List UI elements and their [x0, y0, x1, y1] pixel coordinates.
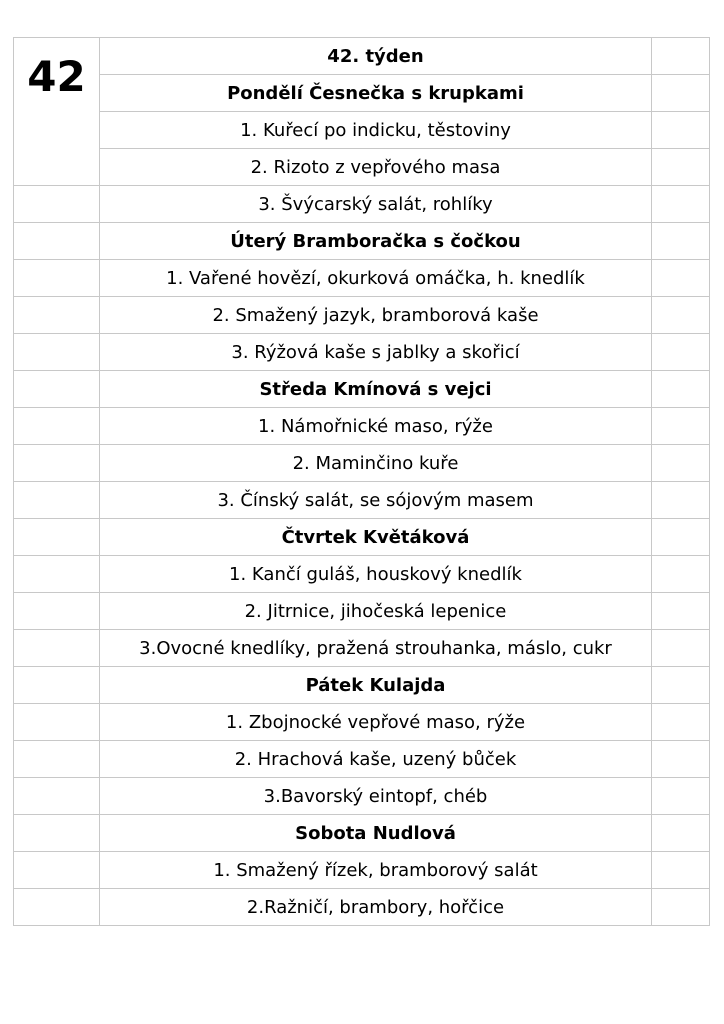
meal-row	[14, 297, 710, 334]
day-heading: Středa Kmínová s vejci	[100, 371, 652, 408]
meal-row	[14, 778, 710, 815]
day-heading-row	[14, 75, 710, 112]
empty-cell	[14, 815, 100, 852]
empty-cell	[652, 260, 710, 297]
meal-item: 2. Hrachová kaše, uzený bůček	[100, 741, 652, 778]
meal-item: 1. Vařené hovězí, okurková omáčka, h. knedlík	[100, 260, 652, 297]
meal-item: 2. Maminčino kuře	[100, 445, 652, 482]
empty-cell	[14, 852, 100, 889]
day-heading: Čtvrtek Květáková	[100, 519, 652, 556]
empty-cell	[652, 445, 710, 482]
meal-row	[14, 149, 710, 186]
empty-cell	[14, 186, 100, 223]
empty-cell	[14, 371, 100, 408]
meal-item: 2. Rizoto z vepřového masa	[100, 149, 652, 186]
empty-cell	[14, 297, 100, 334]
meal-row	[14, 482, 710, 519]
empty-cell	[652, 223, 710, 260]
meal-row	[14, 186, 710, 223]
day-heading: Pondělí Česnečka s krupkami	[100, 75, 652, 112]
meal-item: 3. Švýcarský salát, rohlíky	[100, 186, 652, 223]
empty-cell	[652, 334, 710, 371]
empty-cell	[652, 630, 710, 667]
empty-cell	[652, 815, 710, 852]
day-heading-row	[14, 815, 710, 852]
empty-cell	[652, 741, 710, 778]
empty-cell	[652, 75, 710, 112]
day-heading-row	[14, 371, 710, 408]
table-row	[14, 38, 710, 75]
day-heading-row	[14, 519, 710, 556]
day-heading: Pátek Kulajda	[100, 667, 652, 704]
empty-cell	[14, 667, 100, 704]
meal-item: 2.Ražničí, brambory, hořčice	[100, 889, 652, 926]
empty-cell	[652, 408, 710, 445]
empty-cell	[652, 556, 710, 593]
empty-cell	[652, 371, 710, 408]
empty-cell	[652, 519, 710, 556]
weekly-menu-table	[13, 37, 710, 926]
empty-cell	[652, 593, 710, 630]
empty-cell	[14, 778, 100, 815]
empty-cell	[652, 112, 710, 149]
day-heading: Sobota Nudlová	[100, 815, 652, 852]
empty-cell	[14, 223, 100, 260]
empty-cell	[652, 297, 710, 334]
meal-row	[14, 445, 710, 482]
meal-row	[14, 556, 710, 593]
empty-cell	[652, 149, 710, 186]
empty-cell	[14, 445, 100, 482]
empty-cell	[14, 482, 100, 519]
empty-cell	[14, 741, 100, 778]
meal-item: 1. Zbojnocké vepřové maso, rýže	[100, 704, 652, 741]
meal-row	[14, 408, 710, 445]
day-heading-row	[14, 223, 710, 260]
week-title: 42. týden	[100, 38, 652, 75]
menu-table-body	[14, 38, 710, 926]
empty-cell	[14, 889, 100, 926]
meal-item: 3.Ovocné knedlíky, pražená strouhanka, máslo, cukr	[100, 630, 652, 667]
empty-cell	[652, 852, 710, 889]
meal-row	[14, 593, 710, 630]
empty-cell	[652, 482, 710, 519]
empty-cell	[14, 519, 100, 556]
empty-cell	[14, 704, 100, 741]
meal-item: 2. Jitrnice, jihočeská lepenice	[100, 593, 652, 630]
meal-item: 2. Smažený jazyk, bramborová kaše	[100, 297, 652, 334]
meal-item: 1. Kuřecí po indicku, těstoviny	[100, 112, 652, 149]
meal-row	[14, 889, 710, 926]
meal-row	[14, 630, 710, 667]
meal-item: 3. Rýžová kaše s jablky a skořicí	[100, 334, 652, 371]
empty-cell	[652, 704, 710, 741]
empty-cell	[14, 260, 100, 297]
empty-cell	[14, 408, 100, 445]
meal-row	[14, 704, 710, 741]
empty-cell	[652, 889, 710, 926]
empty-cell	[652, 38, 710, 75]
empty-cell	[14, 334, 100, 371]
meal-row	[14, 260, 710, 297]
meal-item: 3. Čínský salát, se sójovým masem	[100, 482, 652, 519]
meal-item: 1. Kančí guláš, houskový knedlík	[100, 556, 652, 593]
day-heading: Úterý Bramboračka s čočkou	[100, 223, 652, 260]
week-number: 42	[14, 38, 100, 186]
meal-row	[14, 741, 710, 778]
empty-cell	[14, 630, 100, 667]
meal-item: 1. Námořnické maso, rýže	[100, 408, 652, 445]
empty-cell	[14, 556, 100, 593]
meal-item: 3.Bavorský eintopf, chéb	[100, 778, 652, 815]
empty-cell	[652, 186, 710, 223]
empty-cell	[652, 778, 710, 815]
day-heading-row	[14, 667, 710, 704]
meal-row	[14, 112, 710, 149]
meal-row	[14, 852, 710, 889]
empty-cell	[14, 593, 100, 630]
empty-cell	[652, 667, 710, 704]
meal-row	[14, 334, 710, 371]
meal-item: 1. Smažený řízek, bramborový salát	[100, 852, 652, 889]
